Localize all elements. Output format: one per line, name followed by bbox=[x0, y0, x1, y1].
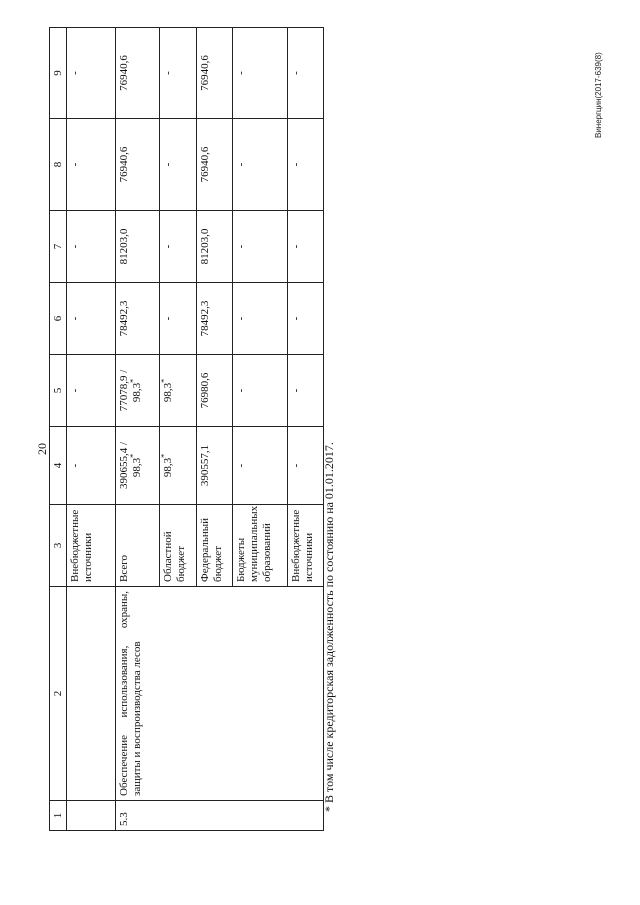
source-label: Областной бюджет bbox=[160, 505, 196, 587]
table-cell bbox=[67, 801, 116, 831]
table-cell: - bbox=[232, 355, 287, 427]
table-cell: 76940,6 bbox=[115, 119, 160, 211]
table-cell: 81203,0 bbox=[196, 211, 232, 283]
col-header-8: 8 bbox=[50, 119, 67, 211]
table-cell: 76980,6 bbox=[196, 355, 232, 427]
table-cell: - bbox=[232, 211, 287, 283]
table-cell: - bbox=[287, 211, 323, 283]
table-cell bbox=[115, 355, 160, 427]
source-label: Внебюджетные источники bbox=[67, 505, 116, 587]
table-cell: 76940,6 bbox=[196, 119, 232, 211]
footnote-marker: * bbox=[159, 453, 169, 458]
table-row bbox=[67, 28, 116, 831]
table-cell: - bbox=[232, 283, 287, 355]
budget-table bbox=[49, 27, 324, 831]
table-cell: - bbox=[232, 427, 287, 505]
value-sub: 98,3 bbox=[130, 457, 143, 478]
table-cell: - bbox=[232, 119, 287, 211]
table-cell: - bbox=[287, 427, 323, 505]
table-cell bbox=[160, 427, 196, 505]
table-cell: 78492,3 bbox=[196, 283, 232, 355]
table-cell: - bbox=[67, 283, 116, 355]
table-cell: 76940,6 bbox=[196, 28, 232, 119]
col-header-1: 1 bbox=[50, 801, 67, 831]
value-main: 390655,4 / bbox=[117, 441, 130, 490]
document-code: Винергцин(2017-639(8) bbox=[594, 52, 603, 138]
footnote-marker: * bbox=[159, 378, 169, 383]
table-cell: - bbox=[67, 28, 116, 119]
table-cell: - bbox=[287, 283, 323, 355]
table-cell: - bbox=[232, 28, 287, 119]
table-cell: - bbox=[287, 28, 323, 119]
page-number: 20 bbox=[35, 443, 49, 455]
value: 98,3 bbox=[162, 382, 175, 403]
table-cell: 81203,0 bbox=[115, 211, 160, 283]
item-number: 5.3 bbox=[115, 801, 323, 831]
table-cell: 390557,1 bbox=[196, 427, 232, 505]
table-cell: - bbox=[67, 119, 116, 211]
value-main: 77078,9 / bbox=[117, 369, 130, 412]
col-header-2: 2 bbox=[50, 587, 67, 801]
table-cell: - bbox=[67, 211, 116, 283]
col-header-4: 4 bbox=[50, 427, 67, 505]
source-label: Федеральный бюджет bbox=[196, 505, 232, 587]
col-header-3: 3 bbox=[50, 505, 67, 587]
table-cell: - bbox=[287, 355, 323, 427]
source-label: Всего bbox=[115, 505, 160, 587]
item-name: Обеспечение использования, охраны, защиты и воспроизводства лесов bbox=[115, 587, 323, 801]
table-row bbox=[115, 28, 160, 831]
table-cell: - bbox=[160, 283, 196, 355]
footnote-marker: * bbox=[127, 378, 137, 383]
table-cell: - bbox=[67, 355, 116, 427]
col-header-9: 9 bbox=[50, 28, 67, 119]
value-sub: 98,3 bbox=[130, 382, 143, 403]
table-cell: - bbox=[160, 211, 196, 283]
footnote: * В том числе кредиторская задолженность по состоянию на 01.01.2017. bbox=[322, 442, 336, 812]
budget-table-container bbox=[49, 28, 324, 831]
table-cell bbox=[115, 427, 160, 505]
col-header-5: 5 bbox=[50, 355, 67, 427]
table-cell: 76940,6 bbox=[115, 28, 160, 119]
table-cell: - bbox=[287, 119, 323, 211]
footnote-marker: * bbox=[127, 453, 137, 458]
col-header-6: 6 bbox=[50, 283, 67, 355]
table-cell: - bbox=[67, 427, 116, 505]
table-cell: 78492,3 bbox=[115, 283, 160, 355]
table-cell bbox=[67, 587, 116, 801]
value: 98,3 bbox=[162, 457, 175, 478]
header-row bbox=[50, 28, 67, 831]
table-cell bbox=[160, 355, 196, 427]
table-cell: - bbox=[160, 28, 196, 119]
source-label: Внебюджетные источники bbox=[287, 505, 323, 587]
col-header-7: 7 bbox=[50, 211, 67, 283]
source-label: Бюджеты муниципальных образований bbox=[232, 505, 287, 587]
table-cell: - bbox=[160, 119, 196, 211]
